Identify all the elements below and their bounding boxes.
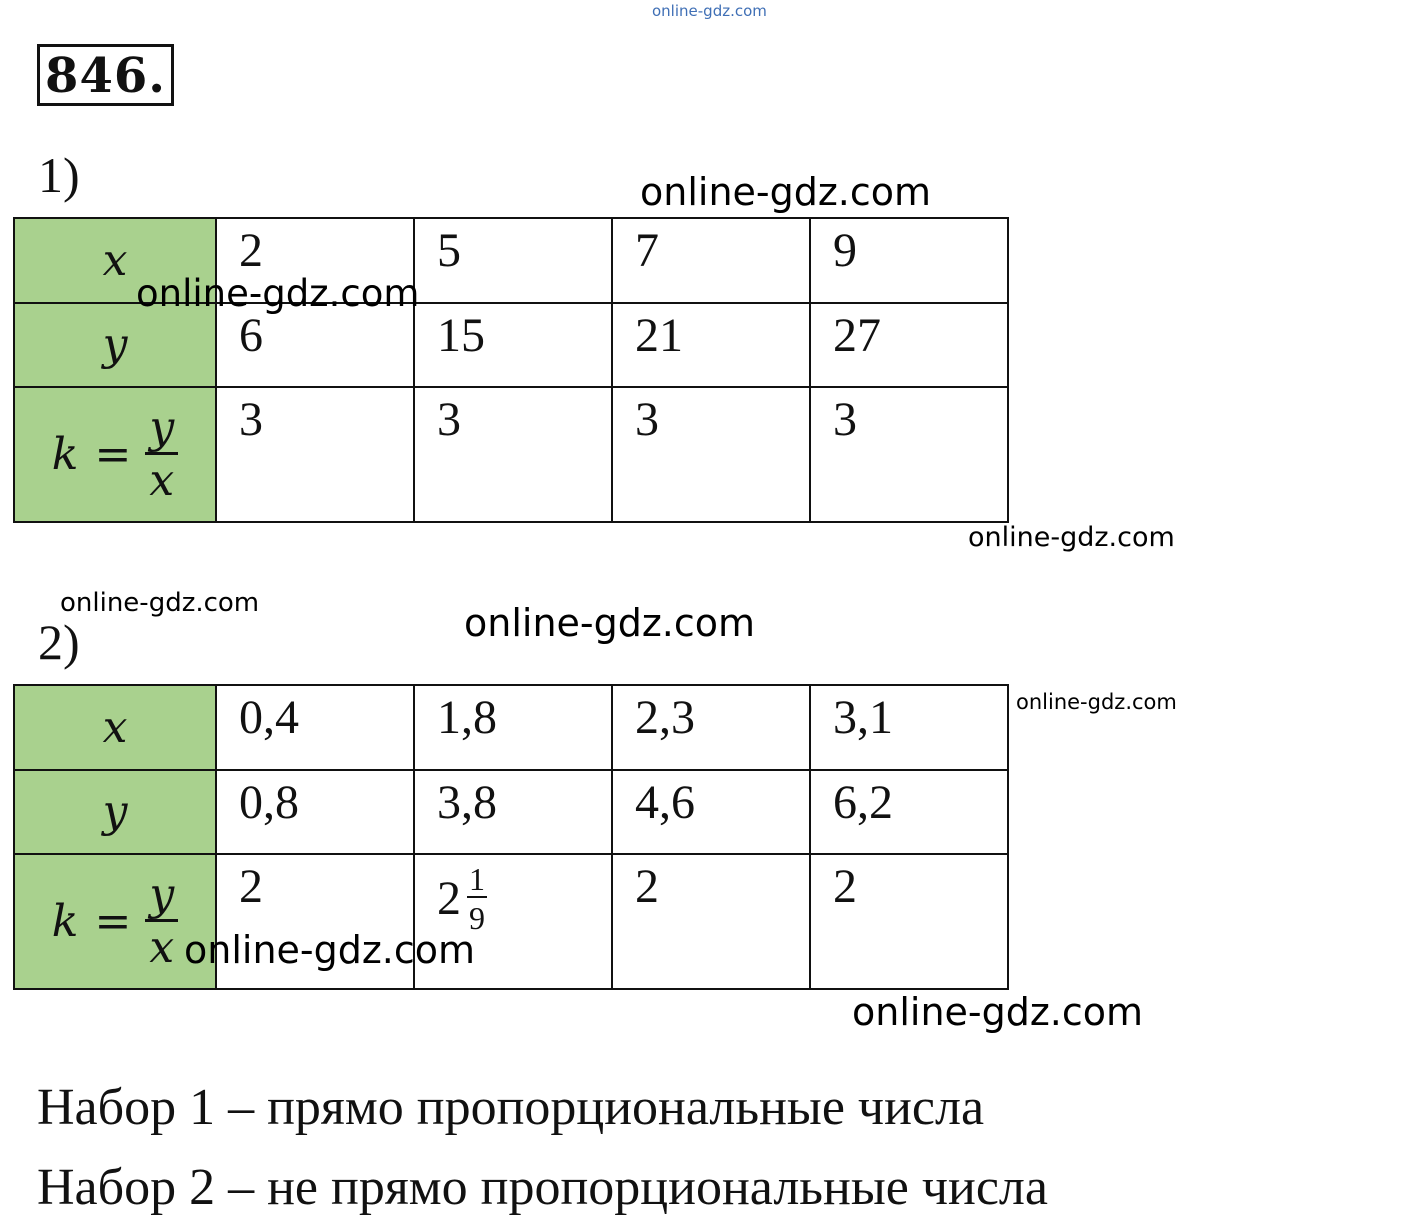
part-2-label: 2) — [38, 614, 80, 670]
table-cell: 21 — [612, 303, 810, 387]
table-cell: 2,3 — [612, 685, 810, 770]
table-cell: 9 — [810, 218, 1008, 303]
fraction-y-over-x — [145, 402, 178, 506]
table-cell: 15 — [414, 303, 612, 387]
watermark: online-gdz.com — [464, 601, 756, 645]
mixed-numerator: 1 — [469, 861, 485, 897]
table-part-2 — [13, 684, 1009, 990]
watermark: online-gdz.com — [60, 588, 260, 618]
table-row-x — [14, 685, 1008, 770]
table-cell: 4,6 — [612, 770, 810, 854]
equals-sign: = — [94, 895, 132, 947]
table-cell: 6,2 — [810, 770, 1008, 854]
mixed-fraction — [467, 863, 487, 934]
conclusion-set-1: Набор 1 – прямо пропорциональные числа — [37, 1079, 985, 1136]
table-cell: 0,8 — [216, 770, 414, 854]
table-row-k — [14, 854, 1008, 989]
mixed-denominator: 9 — [469, 900, 485, 936]
table-cell: 0,4 — [216, 685, 414, 770]
table-cell: 27 — [810, 303, 1008, 387]
conclusion-set-2: Набор 2 – не прямо пропорциональные числа — [37, 1159, 1048, 1216]
fraction-y-over-x — [145, 869, 178, 973]
table-cell: 5 — [414, 218, 612, 303]
table-cell: 6 — [216, 303, 414, 387]
watermark: online-gdz.com — [968, 522, 1175, 553]
row-header-x: x — [14, 685, 216, 770]
fraction-numerator: y — [145, 873, 178, 922]
watermark: online-gdz.com — [136, 272, 420, 315]
table-cell: 2 — [810, 854, 1008, 989]
exercise-number: 846. — [37, 44, 174, 106]
mixed-whole: 2 — [437, 871, 461, 925]
watermark: online-gdz.com — [184, 928, 476, 972]
watermark: online-gdz.com — [1016, 690, 1177, 714]
table-cell: 2 — [216, 218, 414, 303]
fraction-numerator: y — [145, 406, 178, 455]
row-header-y: y — [14, 770, 216, 854]
table-cell: 2 — [216, 854, 414, 989]
part-1-label: 1) — [38, 147, 80, 203]
table-cell: 3,1 — [810, 685, 1008, 770]
table-cell: 7 — [612, 218, 810, 303]
table-cell: 3 — [414, 387, 612, 522]
watermark: online-gdz.com — [652, 2, 767, 20]
table-row-y — [14, 303, 1008, 387]
table-row-y — [14, 770, 1008, 854]
table-row-k — [14, 387, 1008, 522]
table-cell: 1,8 — [414, 685, 612, 770]
row-header-x: x — [14, 218, 216, 303]
mixed-number — [437, 863, 487, 934]
watermark: online-gdz.com — [640, 170, 932, 214]
k-symbol: k — [51, 895, 79, 947]
table-cell: 2 — [612, 854, 810, 989]
table-cell: 3 — [810, 387, 1008, 522]
k-symbol: k — [51, 428, 79, 480]
table-cell: 3,8 — [414, 770, 612, 854]
row-header-y: y — [14, 303, 216, 387]
table-cell: 3 — [216, 387, 414, 522]
table-part-1 — [13, 217, 1009, 523]
fraction-denominator: x — [149, 922, 175, 973]
fraction-denominator: x — [149, 455, 175, 506]
equals-sign: = — [94, 428, 132, 480]
watermark: online-gdz.com — [852, 990, 1144, 1034]
row-header-k-formula — [14, 387, 216, 522]
table-cell: 3 — [612, 387, 810, 522]
